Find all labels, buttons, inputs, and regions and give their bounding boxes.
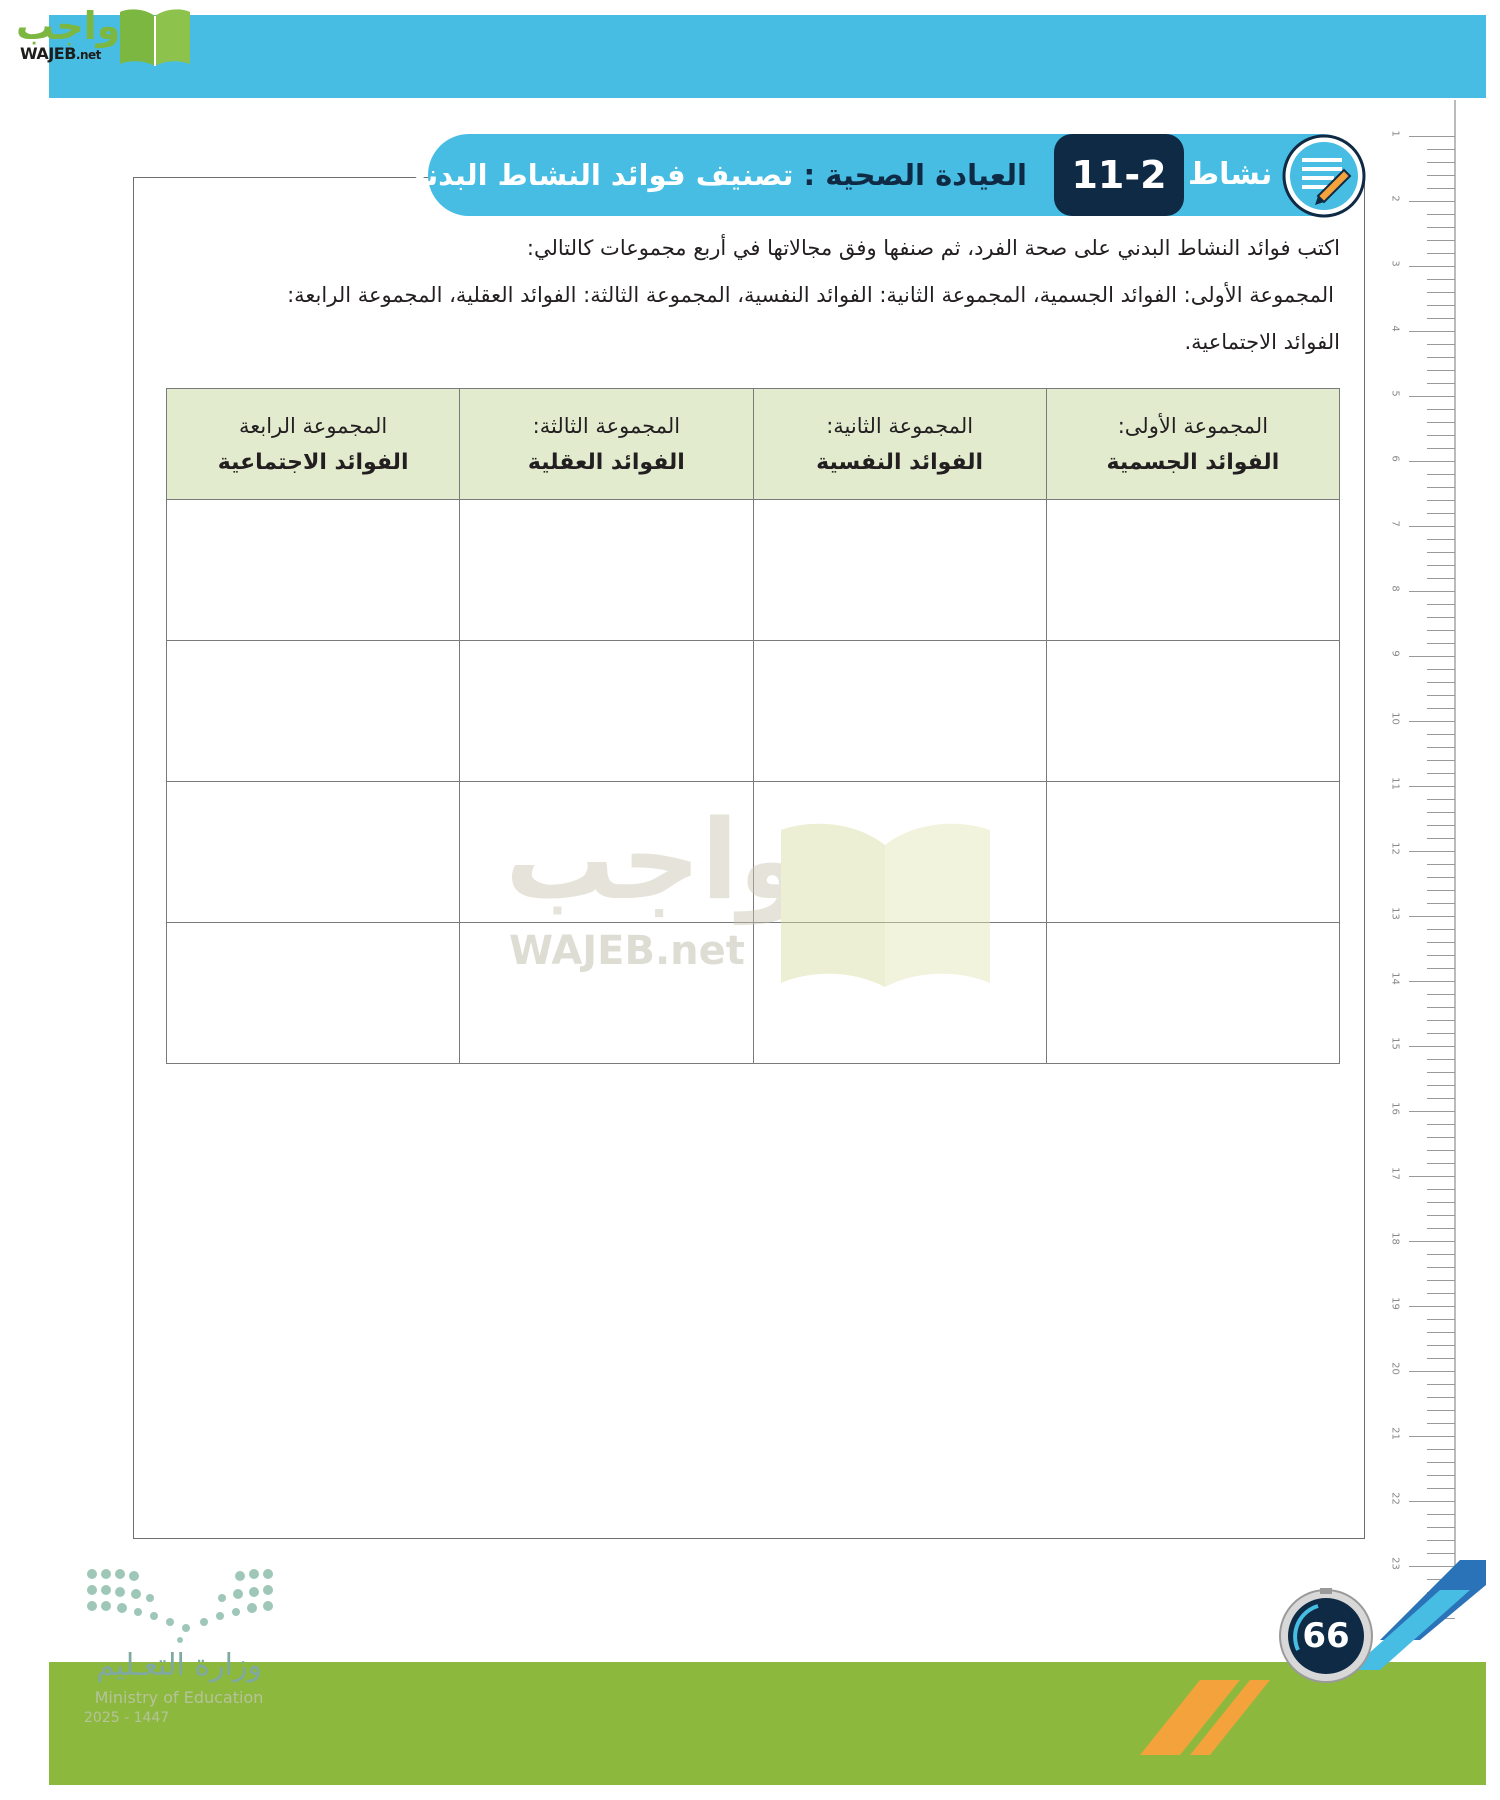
ruler-number: 3 [1389, 260, 1401, 267]
ruler-number: 6 [1389, 455, 1401, 462]
ruler-tick-minor [1427, 487, 1455, 488]
ruler-tick-major [1409, 331, 1455, 332]
ruler-tick-minor [1427, 1020, 1455, 1021]
ruler-tick-major [1409, 1176, 1455, 1177]
table-header-cell: المجموعة الرابعة الفوائد الاجتماعية [167, 389, 460, 500]
book-icon [116, 6, 194, 68]
table-header-row [167, 389, 1340, 500]
ruler-tick-minor [1427, 1137, 1455, 1138]
ruler-tick-minor [1427, 227, 1455, 228]
ruler-tick-minor [1427, 422, 1455, 423]
ruler-tick-minor [1427, 1059, 1455, 1060]
ruler-tick-major [1409, 526, 1455, 527]
table-cell[interactable] [1046, 923, 1339, 1064]
page-ruler [1380, 100, 1455, 1600]
ruler-tick-minor [1427, 994, 1455, 995]
ruler-tick-minor [1427, 1254, 1455, 1255]
ruler-tick-minor [1427, 383, 1455, 384]
ruler-tick-major [1409, 396, 1455, 397]
ruler-tick-minor [1427, 890, 1455, 891]
ministry-dots-icon [80, 1560, 280, 1645]
ruler-number: 23 [1389, 1557, 1401, 1570]
ruler-tick-minor [1427, 1098, 1455, 1099]
ruler-tick-major [1409, 266, 1455, 267]
ruler-number: 22 [1389, 1492, 1401, 1505]
ruler-tick-minor [1427, 760, 1455, 761]
table-header-cell: المجموعة الثانية: الفوائد النفسية [753, 389, 1046, 500]
ruler-tick-minor [1427, 305, 1455, 306]
pencil-note-icon [1282, 134, 1366, 218]
ruler-tick-minor [1427, 1202, 1455, 1203]
ruler-tick-major [1409, 136, 1455, 137]
ruler-tick-minor [1427, 279, 1455, 280]
ruler-tick-minor [1427, 773, 1455, 774]
ruler-tick-minor [1427, 1488, 1455, 1489]
ministry-year: 2025 - 1447 [84, 1710, 170, 1726]
ruler-tick-minor [1427, 357, 1455, 358]
logo-english-text: WAJEB.net [20, 44, 101, 63]
ruler-tick-minor [1427, 1397, 1455, 1398]
ruler-number: 12 [1389, 842, 1401, 855]
ruler-tick-minor [1427, 1072, 1455, 1073]
ruler-tick-minor [1427, 1215, 1455, 1216]
ruler-tick-major [1409, 1306, 1455, 1307]
ruler-tick-minor [1427, 734, 1455, 735]
table-cell[interactable] [1046, 782, 1339, 923]
top-header-bar [49, 15, 1486, 98]
table-cell[interactable] [753, 641, 1046, 782]
table-cell[interactable] [460, 782, 753, 923]
table-cell[interactable] [1046, 500, 1339, 641]
ruler-tick-minor [1427, 1007, 1455, 1008]
ruler-number: 20 [1389, 1362, 1401, 1375]
table-cell[interactable] [167, 782, 460, 923]
ruler-tick-minor [1427, 1423, 1455, 1424]
ruler-tick-major [1409, 461, 1455, 462]
activity-code: 11-2 [1071, 153, 1167, 197]
ruler-tick-minor [1427, 1150, 1455, 1151]
ruler-number: 7 [1389, 520, 1401, 527]
watermark-english-text: WAJEB.net [509, 928, 745, 974]
ruler-tick-minor [1427, 474, 1455, 475]
ruler-tick-minor [1427, 799, 1455, 800]
table-header-cell: المجموعة الأولى: الفوائد الجسمية [1046, 389, 1339, 500]
ruler-tick-minor [1427, 604, 1455, 605]
ruler-number: 11 [1389, 777, 1401, 790]
ruler-number: 18 [1389, 1232, 1401, 1245]
ruler-tick-minor [1427, 1189, 1455, 1190]
table-cell[interactable] [460, 500, 753, 641]
ruler-tick-minor [1427, 1319, 1455, 1320]
page-number: 66 [1302, 1616, 1350, 1656]
ruler-tick-major [1409, 1501, 1455, 1502]
ruler-tick-major [1409, 1046, 1455, 1047]
ruler-tick-minor [1427, 513, 1455, 514]
table-cell[interactable] [753, 500, 1046, 641]
table-cell[interactable] [460, 641, 753, 782]
ruler-number: 21 [1389, 1427, 1401, 1440]
table-cell[interactable] [1046, 641, 1339, 782]
ruler-tick-minor [1427, 1124, 1455, 1125]
activity-title [397, 150, 1027, 200]
logo-arabic-text: واجب [16, 4, 121, 48]
ministry-english-name: Ministry of Education [94, 1688, 264, 1707]
ruler-tick-minor [1427, 448, 1455, 449]
ruler-number: 1 [1389, 130, 1401, 137]
ruler-tick-minor [1427, 344, 1455, 345]
ruler-tick-minor [1427, 864, 1455, 865]
ruler-tick-minor [1427, 1553, 1455, 1554]
ruler-tick-minor [1427, 669, 1455, 670]
benefits-table [166, 388, 1340, 1064]
ruler-tick-minor [1427, 552, 1455, 553]
table-row [167, 500, 1340, 641]
ruler-tick-minor [1427, 1345, 1455, 1346]
activity-title-sub: تصنيف فوائد النشاط البدني [397, 158, 794, 192]
ruler-tick-major [1409, 1241, 1455, 1242]
ruler-tick-major [1409, 201, 1455, 202]
table-cell[interactable] [167, 923, 460, 1064]
ruler-number: 16 [1389, 1102, 1401, 1115]
ruler-tick-minor [1427, 253, 1455, 254]
ruler-number: 10 [1389, 712, 1401, 725]
ruler-tick-minor [1427, 682, 1455, 683]
ruler-number: 13 [1389, 907, 1401, 920]
ruler-number: 5 [1389, 390, 1401, 397]
table-cell[interactable] [753, 782, 1046, 923]
ruler-tick-minor [1427, 1280, 1455, 1281]
ruler-tick-minor [1427, 838, 1455, 839]
ruler-line [1454, 100, 1456, 1600]
activity-label: نشاط [1188, 157, 1273, 192]
ruler-tick-minor [1427, 968, 1455, 969]
ruler-tick-minor [1427, 1033, 1455, 1034]
ruler-number: 15 [1389, 1037, 1401, 1050]
ruler-tick-minor [1427, 1163, 1455, 1164]
ruler-tick-major [1409, 656, 1455, 657]
ruler-tick-major [1409, 851, 1455, 852]
ruler-tick-major [1409, 981, 1455, 982]
ruler-tick-minor [1427, 708, 1455, 709]
ruler-tick-minor [1427, 409, 1455, 410]
ruler-tick-major [1409, 721, 1455, 722]
ruler-tick-minor [1427, 695, 1455, 696]
table-cell[interactable] [753, 923, 1046, 1064]
ruler-tick-minor [1427, 149, 1455, 150]
ruler-tick-minor [1427, 1475, 1455, 1476]
ruler-tick-minor [1427, 955, 1455, 956]
ruler-tick-minor [1427, 500, 1455, 501]
ruler-tick-minor [1427, 1267, 1455, 1268]
table-header-cell: المجموعة الثالثة: الفوائد العقلية [460, 389, 753, 500]
ruler-number: 4 [1389, 325, 1401, 332]
ruler-tick-minor [1427, 1293, 1455, 1294]
ministry-of-education-logo [80, 1560, 280, 1730]
ruler-tick-minor [1427, 630, 1455, 631]
ruler-tick-minor [1427, 1410, 1455, 1411]
instruction-line-2: المجموعة الأولى: الفوائد الجسمية، المجموعة الثانية: الفوائد النفسية، المجموعة الثالثة: الفوائد العقلية، المجموعة الرابعة: [287, 283, 1334, 307]
ministry-arabic-name: وزارة التعـليم [96, 1648, 262, 1683]
table-cell[interactable] [167, 641, 460, 782]
ruler-tick-minor [1427, 812, 1455, 813]
ruler-tick-minor [1427, 1228, 1455, 1229]
ruler-tick-minor [1427, 1462, 1455, 1463]
ruler-tick-minor [1427, 292, 1455, 293]
ruler-tick-minor [1427, 929, 1455, 930]
ruler-number: 8 [1389, 585, 1401, 592]
ruler-tick-minor [1427, 1449, 1455, 1450]
table-cell[interactable] [167, 500, 460, 641]
ruler-tick-major [1409, 1111, 1455, 1112]
ruler-tick-minor [1427, 162, 1455, 163]
activity-title-main: العيادة الصحية : [803, 158, 1027, 192]
ruler-tick-minor [1427, 578, 1455, 579]
ruler-tick-minor [1427, 825, 1455, 826]
table-row [167, 782, 1340, 923]
ruler-tick-minor [1427, 643, 1455, 644]
ruler-tick-minor [1427, 1540, 1455, 1541]
ruler-tick-minor [1427, 318, 1455, 319]
wajeb-logo[interactable] [8, 4, 193, 70]
ruler-tick-minor [1427, 240, 1455, 241]
ruler-tick-minor [1427, 1332, 1455, 1333]
ruler-tick-minor [1427, 188, 1455, 189]
ruler-tick-minor [1427, 617, 1455, 618]
ruler-tick-minor [1427, 942, 1455, 943]
ruler-tick-minor [1427, 539, 1455, 540]
ruler-tick-minor [1427, 1514, 1455, 1515]
ruler-tick-minor [1427, 747, 1455, 748]
ruler-tick-minor [1427, 175, 1455, 176]
ruler-number: 14 [1389, 972, 1401, 985]
ruler-tick-minor [1427, 370, 1455, 371]
ruler-tick-major [1409, 786, 1455, 787]
ruler-tick-minor [1427, 877, 1455, 878]
ruler-number: 17 [1389, 1167, 1401, 1180]
ruler-tick-major [1409, 1371, 1455, 1372]
ruler-tick-minor [1427, 1358, 1455, 1359]
ruler-tick-major [1409, 591, 1455, 592]
ruler-number: 9 [1389, 650, 1401, 657]
ruler-tick-minor [1427, 903, 1455, 904]
instruction-line-1: اكتب فوائد النشاط البدني على صحة الفرد، ثم صنفها وفق مجالاتها في أربع مجموعات كالتالي: [526, 236, 1340, 260]
ruler-tick-major [1409, 1436, 1455, 1437]
ruler-tick-minor [1427, 565, 1455, 566]
ruler-number: 19 [1389, 1297, 1401, 1310]
watermark-arabic-text: واجب [505, 796, 807, 924]
ruler-tick-minor [1427, 1384, 1455, 1385]
ruler-tick-minor [1427, 214, 1455, 215]
table-row [167, 923, 1340, 1064]
ruler-tick-minor [1427, 435, 1455, 436]
table-cell[interactable] [460, 923, 753, 1064]
instruction-line-3: الفوائد الاجتماعية. [1184, 330, 1340, 354]
ruler-number: 2 [1389, 195, 1401, 202]
table-row [167, 641, 1340, 782]
ruler-tick-major [1409, 916, 1455, 917]
ruler-tick-minor [1427, 1527, 1455, 1528]
ruler-tick-minor [1427, 1085, 1455, 1086]
